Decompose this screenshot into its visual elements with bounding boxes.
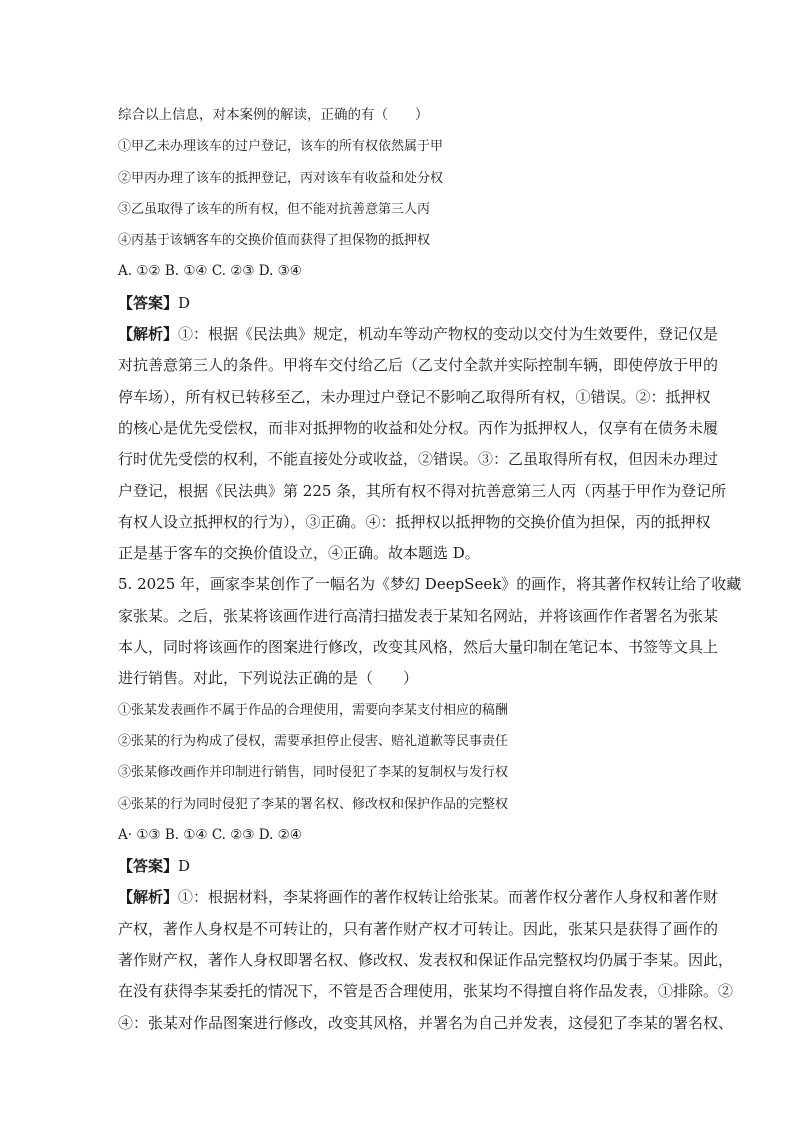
q5-item-1: ①张某发表画作不属于作品的合理使用，需要向李某支付相应的稿酬 [118,702,509,718]
q5-analysis-text-1: ①：根据材料，李某将画作的著作权转让给张某。而著作权分著作人身权和著作财 [178,888,719,907]
q5-answer [118,851,678,882]
q5-stem-line-1: 5. 2025 年，画家李某创作了一幅名为《梦幻 DeepSeek》的画作，将其著作权转让给了收藏 [118,575,742,594]
q5-analysis-line-4: 在没有获得李某委托的情况下，不管是否合理使用，张某均不得擅自将作品发表，①排除。② [118,982,734,1001]
q4-analysis-line-4: 的核心是优先受偿权，而非对抵押物的收益和处分权。丙作为抵押权人，仅享有在债务未履 [118,418,719,437]
q4-analysis-line-3: 停车场），所有权已转移至乙，未办理过户登记不影响乙取得所有权，①错误。②：抵押权 [118,387,711,406]
q5-item-3: ③张某修改画作并印制进行销售，同时侵犯了李某的复制权与发行权 [118,765,509,781]
q5-answer-tag: 【答案】 [118,857,179,876]
q5-answer-value: D [178,857,191,876]
q5-stem-line-3: 本人，同时将该画作的图案进行修改，改变其风格，然后大量印制在笔记本、书签等文具上 [118,638,719,657]
q5-analysis-line-1 [118,882,719,913]
q4-analysis-line-8: 正是基于客车的交换价值设立，④正确。故本题选 D。 [118,544,480,563]
q4-analysis-tag: 【解析】 [118,325,179,344]
q5-item-4: ④张某的行为同时侵犯了李某的署名权、修改权和保护作品的完整权 [118,796,509,812]
q5-analysis-line-2: 产权，著作人身权是不可转让的，只有著作财产权才可转让。因此，张某只是获得了画作的 [118,919,719,938]
q4-answer-tag: 【答案】 [118,293,179,312]
q4-item-4: ④丙基于该辆客车的交换价值而获得了担保物的抵押权 [118,233,431,249]
q4-item-2: ②甲丙办理了该车的抵押登记，丙对该车有收益和处分权 [118,170,444,186]
q4-answer-value: D [178,293,191,312]
q4-analysis-line-5: 行时优先受偿的权利，不能直接处分或收益，②错误。③：乙虽取得所有权，但因未办理过 [118,450,719,469]
q4-analysis-line-7: 有权人设立抵押权的行为），③正确。④：抵押权以抵押物的交换价值为担保，丙的抵押权 [118,512,711,531]
q4-choices: A. ①② B. ①④ C. ②③ D. ③④ [118,263,302,280]
q5-analysis-line-3: 著作财产权，著作人身权即署名权、修改权、发表权和保证作品完整权均仍属于李某。因此， [118,951,734,970]
q5-analysis-tag: 【解析】 [118,888,179,907]
q4-item-1: ①甲乙未办理该车的过户登记，该车的所有权依然属于甲 [118,139,444,155]
q4-stem: 综合以上信息，对本案例的解读，正确的有（ ） [118,107,429,123]
q5-stem-line-4: 进行销售。对此，下列说法正确的是（ ） [118,669,419,688]
document-content [118,100,742,1039]
q4-analysis-line-6: 户登记，根据《民法典》第 225 条，其所有权不得对抗善意第三人丙（丙基于甲作为登记所 [118,481,727,500]
q4-analysis-line-2: 对抗善意第三人的条件。甲将车交付给乙后（乙支付全款并实际控制车辆，即使停放于甲的 [118,356,719,375]
q5-choices: A· ①③ B. ①④ C. ②③ D. ②④ [118,826,302,843]
q4-answer [118,288,678,319]
q5-item-2: ②张某的行为构成了侵权，需要承担停止侵害、赔礼道歉等民事责任 [118,733,509,749]
q4-analysis-line-1 [118,319,719,350]
q4-item-3: ③乙虽取得了该车的所有权，但不能对抗善意第三人丙 [118,201,431,217]
q4-analysis-text-1: ①：根据《民法典》规定，机动车等动产物权的变动以交付为生效要件，登记仅是 [178,325,719,344]
q5-analysis-line-5: ④：张某对作品图案进行修改，改变其风格，并署名为自己并发表，这侵犯了李某的署名权、 [118,1013,734,1032]
q5-stem-line-2: 家张某。之后，张某将该画作进行高清扫描发表于某知名网站，并将该画作作者署名为张某 [118,606,719,625]
